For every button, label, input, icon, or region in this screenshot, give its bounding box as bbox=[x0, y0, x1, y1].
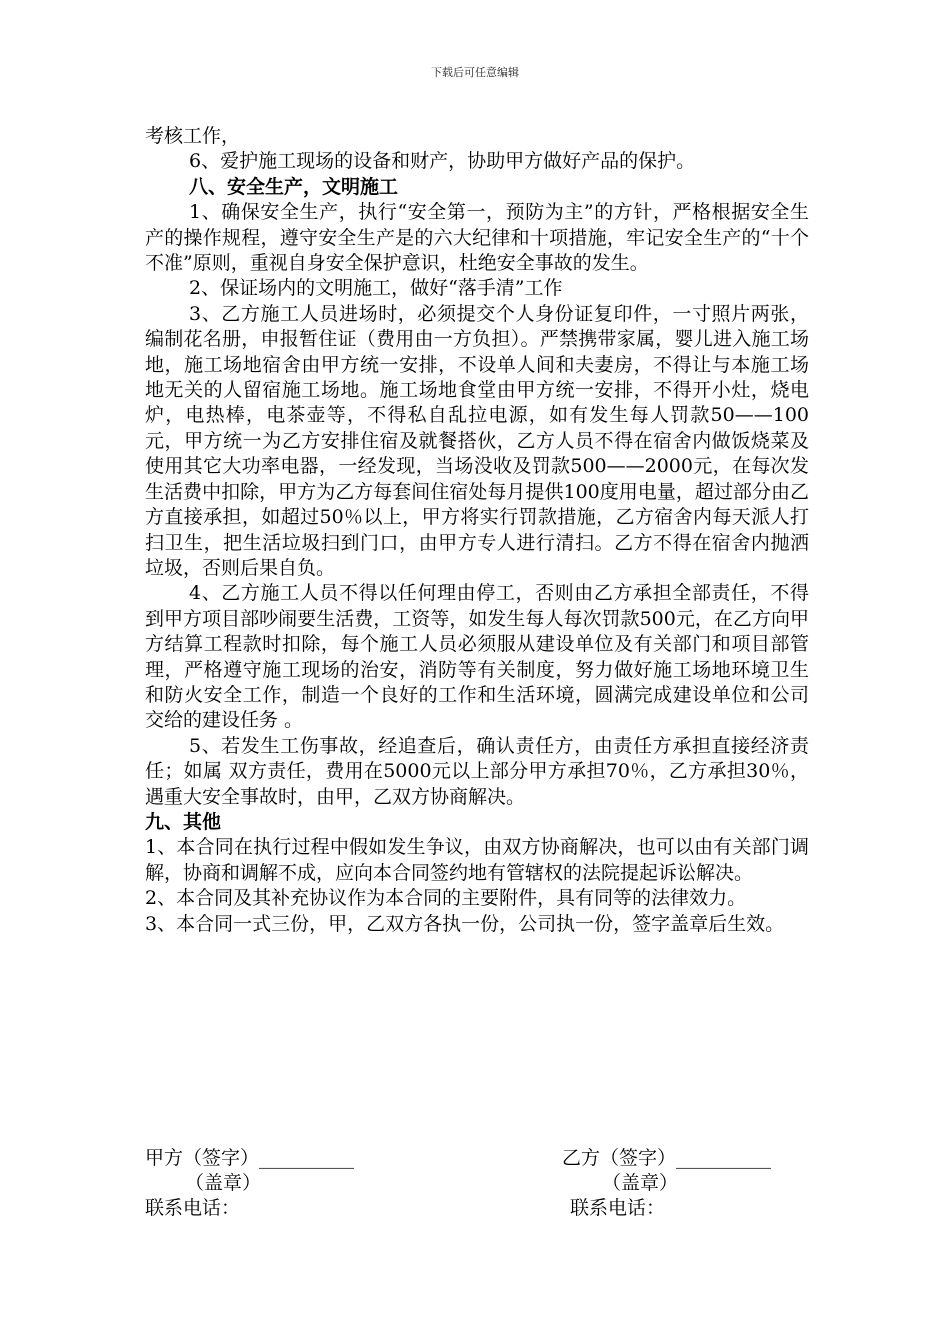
paragraph-continuation: 考核工作， bbox=[145, 125, 241, 147]
paragraph-clause-8-2: 2、保证场内的文明施工，做好“落手清”工作 bbox=[189, 277, 563, 300]
paragraph-clause-9-2: 2、本合同及其补充协议作为本合同的主要附件，具有同等的法律效力。 bbox=[145, 887, 747, 910]
party-a-seal: （盖章） bbox=[185, 1172, 262, 1194]
party-b-sign-line: 乙方（签字）__________ bbox=[562, 1147, 772, 1169]
party-b-seal: （盖章） bbox=[602, 1172, 679, 1194]
party-b-phone: 联系电话： bbox=[570, 1197, 666, 1219]
page-header-note: 下载后可任意编辑 bbox=[431, 66, 519, 79]
paragraph-clause-9-3: 3、本合同一式三份，甲，乙双方各执一份，公司执一份，签字盖章后生效。 bbox=[145, 912, 785, 935]
contract-body bbox=[145, 124, 809, 937]
paragraph-clause-7-6: 6、爱护施工现场的设备和财产，协助甲方做好产品的保护。 bbox=[189, 150, 696, 173]
party-a-phone: 联系电话： bbox=[145, 1197, 241, 1219]
paragraph-clause-8-4: 4、乙方施工人员不得以任何理由停工，否则由乙方承担全部责任，不得到甲方项目部吵闹要生活费，工资等，如发生每人每次罚款500元，在乙方向甲方结算工程款时扣除，每个施工人员必须服从建设单位及有关部门和项目部管理，严格遵守施工现场的治安，消防等有关制度，努力做好施工场地环境卫生和防火安全工作，制造一个良好的工作和生活环境，圆满完成建设单位和公司交给的建设任务 。 bbox=[145, 582, 809, 732]
paragraph-clause-8-3: 3、乙方施工人员进场时，必须提交个人身份证复印件，一寸照片两张，编制花名册，申报暂住证（费用由一方负担）。严禁携带家属，婴儿进入施工场地，施工场地宿舍由甲方统一安排，不设单人间和夫妻房，不得让与本施工场地无关的人留宿施工场地。施工场地食堂由甲方统一安排，不得开小灶，烧电炉，电热棒，电茶壶等，不得私自乱拉电源，如有发生每人罚款50——100元，甲方统一为乙方安排住宿及就餐搭伙，乙方人员不得在宿舍内做饭烧菜及使用其它大功率电器，一经发现，当场没收及罚款500——2000元，在每次发生活费中扣除，甲方为乙方每套间住宿处每月提供100度用电量，超过部分由乙方直接承担，如超过50％以上，甲方将实行罚款措施，乙方宿舍内每天派人打扫卫生，把生活垃圾扫到门口，由甲方专人进行清扫。乙方不得在宿舍内抛洒垃圾，否则后果自负。 bbox=[145, 302, 809, 579]
section-heading-other: 九、其他 bbox=[145, 810, 222, 833]
party-a-sign-line: 甲方（签字）__________ bbox=[145, 1147, 355, 1169]
section-heading-safety: 八、安全生产，文明施工 bbox=[189, 175, 399, 198]
paragraph-clause-8-1: 1、确保安全生产，执行“安全第一，预防为主”的方针，严格根据安全生产的操作规程，遵守安全生产是的六大纪律和十项措施，牢记安全生产的“十个不准”原则，重视自身安全保护意识，杜绝安全事故的发生。 bbox=[145, 201, 809, 275]
paragraph-clause-9-1: 1、本合同在执行过程中假如发生争议，由双方协商解决，也可以由有关部门调解，协商和调解不成，应向本合同签约地有管辖权的法院提起诉讼解决。 bbox=[145, 836, 809, 884]
paragraph-clause-8-5: 5、若发生工伤事故，经追查后，确认责任方，由责任方承担直接经济责任；如属 双方责任，费用在5000元以上部分甲方承担70％，乙方承担30％，遇重大安全事故时，由甲，乙双方协商解决。 bbox=[145, 734, 809, 808]
